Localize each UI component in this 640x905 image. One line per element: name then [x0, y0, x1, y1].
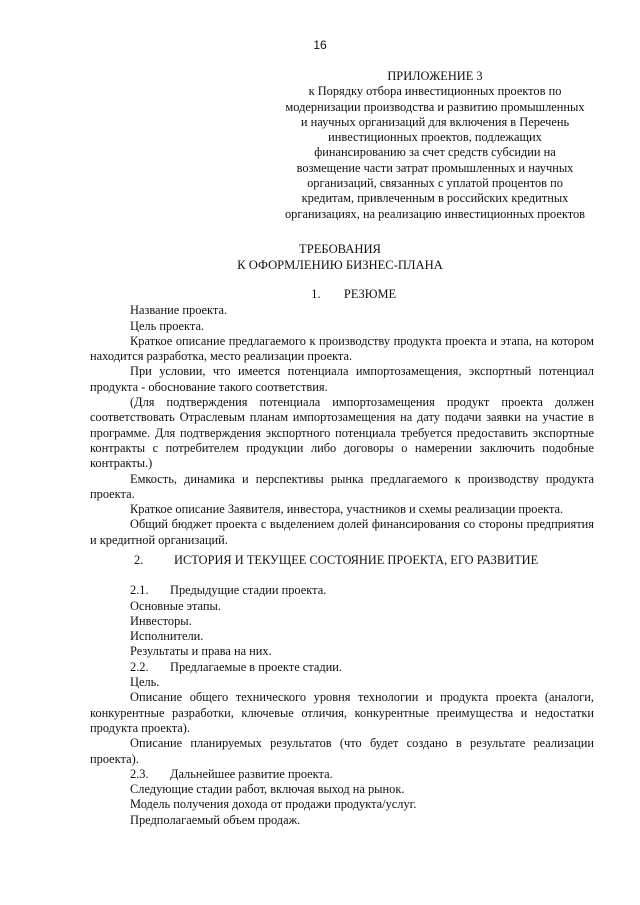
subsection-2-1 [90, 583, 594, 598]
section-2-number: 2. [134, 553, 144, 567]
list-item: Описание общего технического уровня технологии и продукта проекта (аналоги, конкурентные разработки, ключевые отличия, конкурентные преимущества и недостатки продукта проекта). [90, 690, 594, 735]
appendix-header [270, 69, 600, 222]
subsection-number: 2.1. [130, 583, 149, 598]
subsection-2-3 [90, 767, 594, 782]
list-item: Предполагаемый объем продаж. [130, 812, 301, 827]
section-1-number: 1. [311, 287, 321, 301]
subsection-number: 2.2. [130, 659, 149, 674]
list-item: Описание планируемых результатов (что будет создано в результате реализации проекта). [90, 736, 594, 766]
section-1-item: (Для подтверждения потенциала импортозамещения продукт проекта должен соответствовать Отраслевым планам импортозамещения на дату подачи заявки на участие в программе. Для подтверждения экспортного потенциала требуется предоставить экспортные контракты с потребителем продукции либо договоры о намерении заключить подобные контракты.) [90, 395, 594, 471]
section-1-item: Краткое описание предлагаемого к производству продукта проекта и этапа, на котором находится разработка, место реализации проекта. [90, 333, 594, 364]
page-number: 16 [313, 38, 327, 52]
section-1-item: Цель проекта. [130, 318, 205, 333]
section-1-item: При условии, что имеется потенциала импортозамещения, экспортный потенциал продукта - обоснование такого соответствия. [90, 364, 594, 394]
section-2-heading [90, 553, 594, 568]
list-item: Основные этапы. [130, 598, 221, 613]
section-1-item: Общий бюджет проекта с выделением долей финансирования со стороны предприятия и кредитной организаций. [90, 517, 594, 547]
subsection-number: 2.3. [130, 766, 149, 781]
list-item: Результаты и права на них. [130, 644, 272, 659]
subsection-title: Дальнейшее развитие проекта. [170, 766, 333, 781]
section-1-item: Название проекта. [130, 303, 228, 318]
list-item: Цель. [130, 675, 160, 690]
subsection-2-2 [90, 660, 594, 675]
appendix-line: модернизации производства и развитию промышленных [285, 99, 585, 114]
section-1-heading [90, 287, 594, 302]
section-1 [90, 287, 594, 548]
document-title [0, 242, 640, 273]
section-2-title: ИСТОРИЯ И ТЕКУЩЕЕ СОСТОЯНИЕ ПРОЕКТА, ЕГО РАЗВИТИЕ [174, 553, 539, 567]
appendix-line: организациях, на реализацию инвестиционных проектов [284, 206, 586, 221]
appendix-line: организаций, связанных с уплатой процентов по [307, 176, 563, 191]
document-title-line2: К ОФОРМЛЕНИЮ БИЗНЕС-ПЛАНА [237, 257, 443, 272]
section-1-item: Краткое описание Заявителя, инвестора, участников и схемы реализации проекта. [130, 502, 564, 517]
document-title-line1: ТРЕБОВАНИЯ [299, 242, 381, 256]
section-2 [90, 553, 594, 828]
list-item: Исполнители. [130, 629, 204, 644]
appendix-line: возмещение части затрат промышленных и научных [296, 160, 574, 175]
appendix-line: к Порядку отбора инвестиционных проектов по [308, 84, 562, 99]
list-item: Инвесторы. [130, 613, 192, 628]
list-item: Модель получения дохода от продажи продукта/услуг. [130, 797, 417, 812]
appendix-title: ПРИЛОЖЕНИЕ 3 [387, 69, 483, 83]
appendix-line: инвестиционных проектов, подлежащих [328, 130, 542, 145]
appendix-line: финансированию за счет средств субсидии на [314, 145, 556, 160]
list-item: Следующие стадии работ, включая выход на рынок. [130, 782, 405, 797]
section-1-item: Емкость, динамика и перспективы рынка предлагаемого к производству продукта проекта. [90, 471, 594, 501]
appendix-line: кредитам, привлеченным в российских кредитных [301, 191, 569, 206]
appendix-line: и научных организаций для включения в Перечень [300, 114, 570, 129]
subsection-title: Предыдущие стадии проекта. [170, 583, 327, 598]
subsection-title: Предлагаемые в проекте стадии. [170, 659, 343, 674]
section-1-title: РЕЗЮМЕ [343, 287, 397, 301]
